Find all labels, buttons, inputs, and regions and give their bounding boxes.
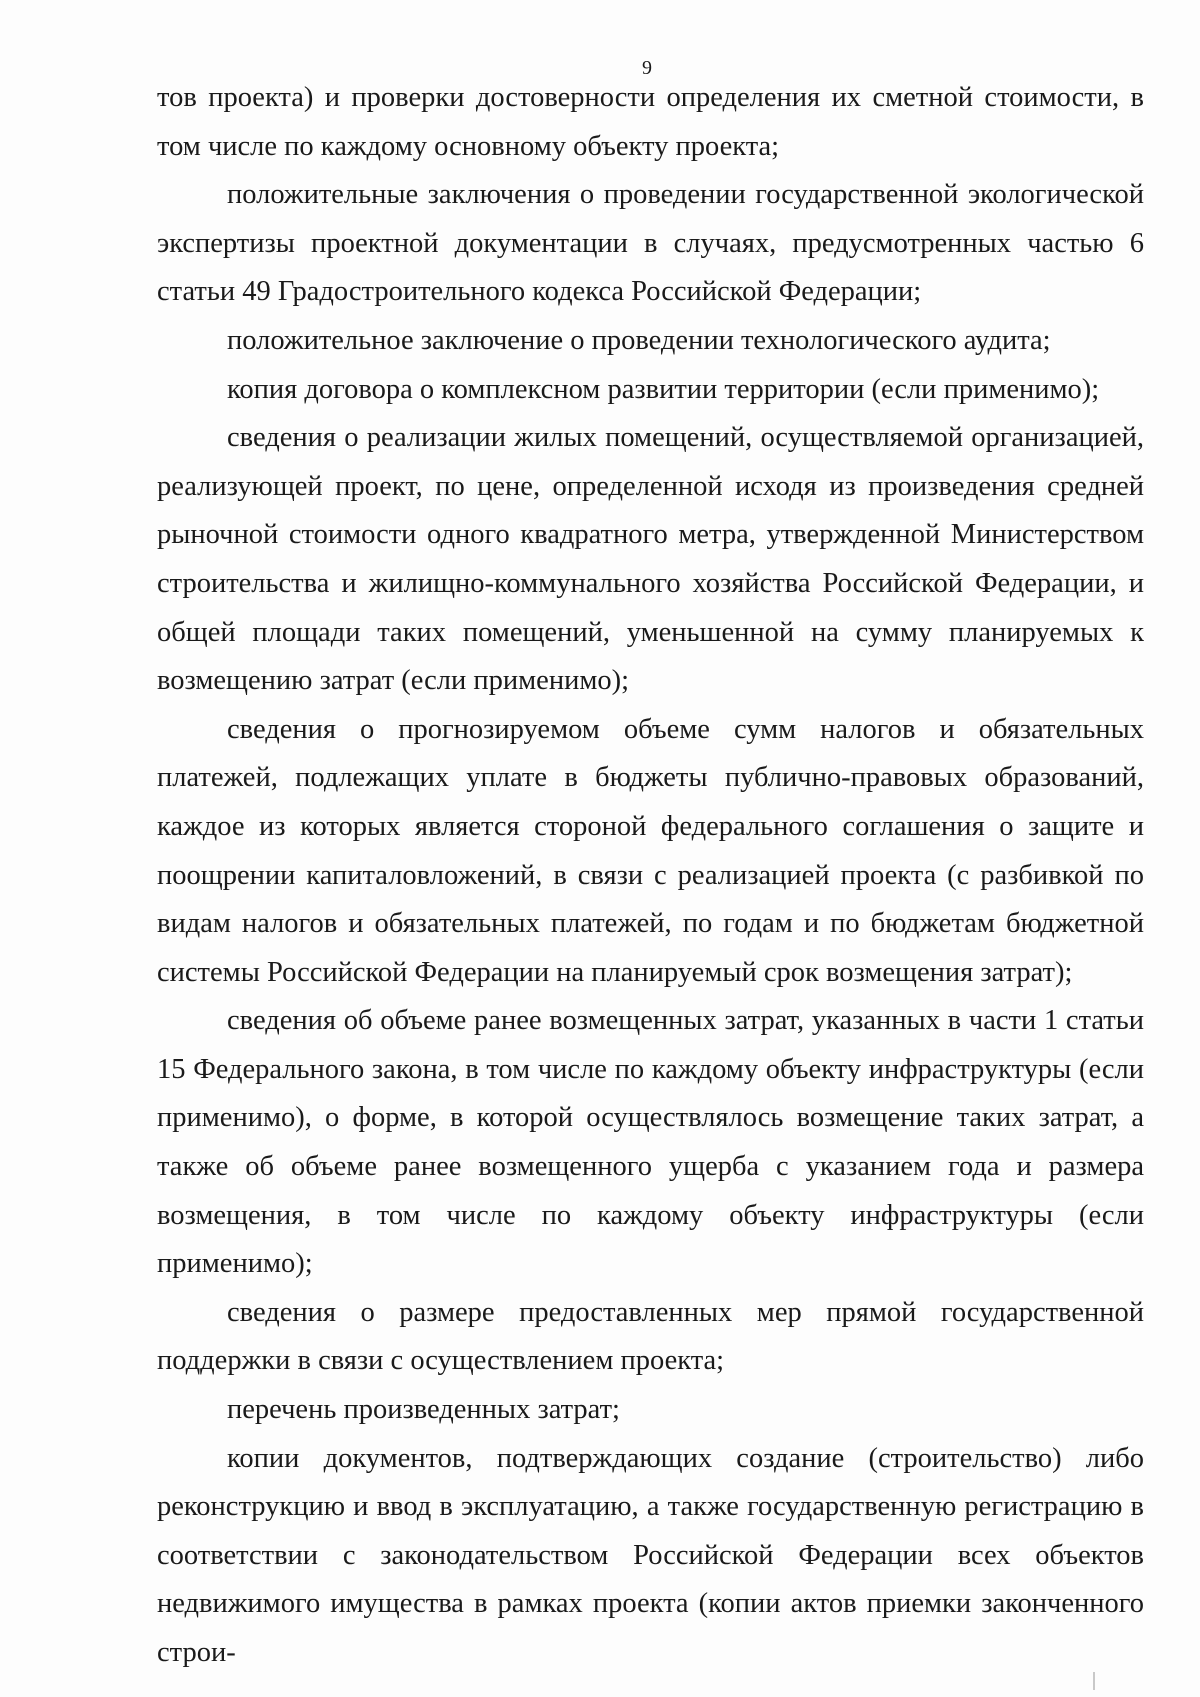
paragraph-costs-list: перечень произведенных затрат; (227, 1394, 620, 1426)
paragraph-technological-audit: положительное заключение о проведении технологического аудита; (227, 324, 1051, 356)
paragraph-territory-contract: копия договора о комплексном развитии территории (если применимо); (227, 373, 1100, 405)
document-body (157, 74, 1144, 1678)
paragraph-continuation: тов проекта) и проверки достоверности определения их сметной стоимости, в том числе по каждому основному объекту проекта; (157, 82, 1144, 162)
paragraph-tax-forecast: сведения о прогнозируемом объеме сумм налогов и обязательных платежей, подлежащих уплате в бюджеты публично-правовых образований, каждое из которых является стороной федерального соглашения о защите и поощрении капиталовложений, в связи с реализацией проекта (с разбивкой по видам налогов и обязательных платежей, по годам и по бюджетам бюджетной системы Российской Федерации на планируемый срок возмещения затрат); (157, 713, 1144, 988)
paragraph-ecological-expertise: положительные заключения о проведении государственной экологической экспертизы проектной документации в случаях, предусмотренных частью 6 статьи 49 Градостроительного кодекса Российской Федерации; (157, 179, 1144, 308)
page-number: 9 (642, 57, 652, 79)
scan-artifact-mark (1093, 1672, 1095, 1690)
paragraph-state-support: сведения о размере предоставленных мер прямой государственной поддержки в связи с осуществлением проекта; (157, 1296, 1144, 1377)
paragraph-document-copies: копии документов, подтверждающих создание (строительство) либо реконструкцию и ввод в эксплуатацию, а также государственную регистрацию в соответствии с законодательством Российской Федерации всех объектов недвижимого имущества в рамках проекта (копии актов приемки законченного строи- (157, 1442, 1144, 1668)
paragraph-housing-sales: сведения о реализации жилых помещений, осуществляемой организацией, реализующей проект, по цене, определенной исходя из произведения средней рыночной стоимости одного квадратного метра, утвержденной Министерством строительства и жилищно-коммунального хозяйства Российской Федерации, и общей площади таких помещений, уменьшенной на сумму планируемых к возмещению затрат (если применимо); (157, 422, 1144, 697)
paragraph-reimbursed-costs: сведения об объеме ранее возмещенных затрат, указанных в части 1 статьи 15 Федерального закона, в том числе по каждому объекту инфраструктуры (если применимо), о форме, в которой осуществлялось возмещение таких затрат, а также об объеме ранее возмещенного ущерба с указанием года и размера возмещения, в том числе по каждому объекту инфраструктуры (если применимо); (157, 1005, 1144, 1280)
